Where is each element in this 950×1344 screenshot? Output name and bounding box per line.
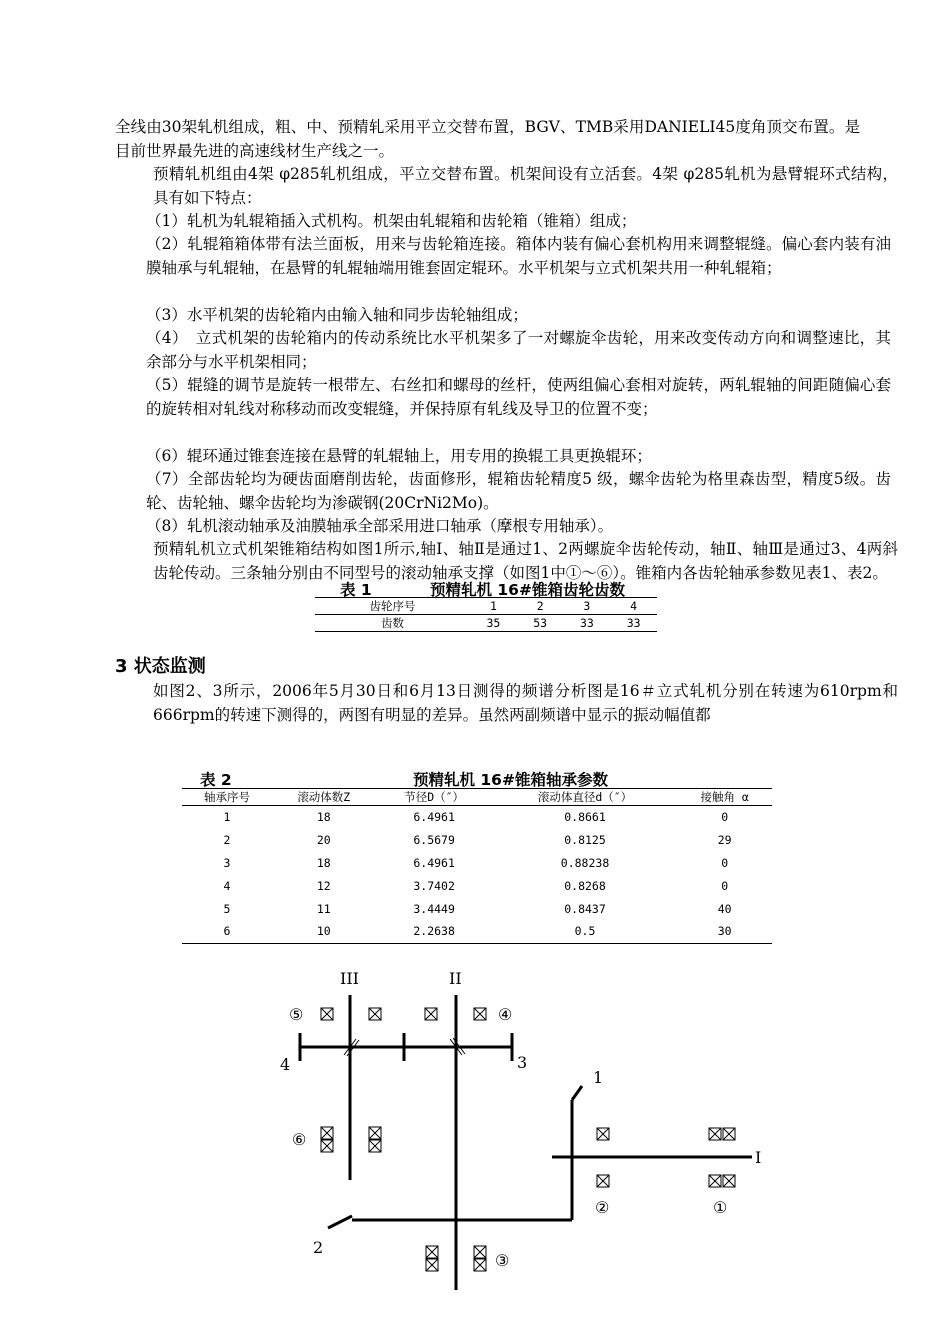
bearing-1-icon (723, 1175, 735, 1187)
paragraph-7: （5）辊缝的调节是旋转一根带左、右丝扣和螺母的丝杆，使两组偏心套相对旋转，两轧辊轴的间距随偏心套的旋转相对轧线对称移动而改变辊缝，并保持原有轧线及导卫的位置不变； (146, 376, 891, 418)
gear-1-bevel (572, 1086, 582, 1100)
table-cell: 11 (316, 901, 331, 916)
bearing-4-right-icon (474, 1008, 486, 1020)
paragraph-10: （8）轧机滚动轴承及油膜轴承全部采用进口轴承（摩根专用轴承）。 (146, 517, 614, 535)
paragraph-4: （2）轧辊箱箱体带有法兰面板，用来与齿轮箱连接。箱体内装有偏心套机构用来调整辊缝。偏心套内装有油膜轴承与轧辊轴，在悬臂的轧辊轴端用锥套固定辊环。水平机架与立式机架共用一种轧辊箱； (146, 235, 891, 277)
paragraph-5: （3）水平机架的齿轮箱内由输入轴和同步齿轮轴组成； (146, 306, 528, 324)
bearing-6-icon (369, 1127, 381, 1139)
table-cell: 40 (717, 901, 732, 916)
shaft-label-i: I (755, 1148, 762, 1167)
bearing-2-icon (597, 1175, 609, 1187)
table-cell: 0 (721, 878, 729, 893)
table-cell: 2 (223, 833, 231, 848)
bearing-label-3: ③ (495, 1251, 510, 1270)
bearing-5-right-icon (369, 1008, 381, 1020)
table-cell: 0.5 (574, 924, 596, 939)
table-cell: 0.8661 (564, 810, 606, 825)
table-cell: 6 (223, 924, 231, 939)
table-cell: 4 (223, 878, 231, 893)
table-cell: 12 (316, 878, 331, 893)
table-cell: 18 (316, 810, 331, 825)
bearing-6-icon (321, 1127, 333, 1139)
bearing-1-icon (709, 1175, 721, 1187)
table-cell: 30 (717, 924, 732, 939)
table-header-cell: 1 (470, 598, 517, 615)
table-cell: 2.2638 (413, 924, 455, 939)
table-cell: 1 (223, 810, 231, 825)
table-cell: 6.4961 (413, 810, 455, 825)
table-header-cell: 2 (517, 598, 564, 615)
bearing-label-1: ① (713, 1198, 728, 1217)
paragraph-9: （7）全部齿轮均为硬齿面磨削齿轮，齿面修形，辊箱齿轮精度5 级，螺伞齿轮为格里森齿型，精度5级。齿轮、齿轮轴、螺伞齿轮均为渗碳钢(20CrNi2Mo)。 (146, 470, 891, 512)
table-header-cell: 接触角 α (677, 789, 772, 806)
bearing-5-left-icon (321, 1008, 333, 1020)
table-header-cell: 齿轮序号 (315, 598, 470, 615)
table-header-cell: 4 (610, 598, 657, 615)
gear-label-3: 3 (517, 1053, 528, 1072)
table-cell: 齿数 (381, 616, 405, 630)
shaft-label-ii: II (449, 969, 462, 988)
table-cell: 35 (486, 616, 501, 630)
gear-label-4: 4 (280, 1055, 291, 1074)
table-cell: 0.88238 (560, 855, 610, 870)
bearing-label-2: ② (595, 1198, 610, 1217)
table-header-cell: 滚动体数Z (272, 789, 376, 806)
bearing-label-4: ④ (498, 1005, 513, 1024)
table-cell: 6.5679 (413, 833, 455, 848)
bearing-3-icon (426, 1259, 438, 1271)
table-cell: 20 (316, 833, 331, 848)
table-header-cell: 3 (564, 598, 611, 615)
bearing-4-left-icon (425, 1008, 437, 1020)
table2-title: 预精轧机 16#锥箱轴承参数 (413, 771, 608, 789)
table-cell: 0 (721, 855, 729, 870)
table-cell: 0.8125 (564, 833, 606, 848)
paragraph-12: 如图2、3所示，2006年5月30日和6月13日测得的频谱分析图是16＃立式轧机分别在转速为610rpm和666rpm的转速下测得的，两图有明显的差异。虽然两副频谱中显示的振动幅值都 (153, 682, 898, 724)
bearing-6-icon (321, 1140, 333, 1152)
table-cell: 3 (223, 855, 231, 870)
table-cell: 5 (223, 901, 231, 916)
table-cell: 0.8437 (564, 901, 606, 916)
paragraph-3: （1）轧机为轧辊箱插入式机构。机架由轧辊箱和齿轮箱（锥箱）组成； (146, 212, 637, 230)
bearing-2-icon (597, 1128, 609, 1140)
bearing-6-icon (369, 1140, 381, 1152)
table-cell: 33 (626, 616, 641, 630)
table-cell: 0 (721, 810, 729, 825)
bearing-3-icon (426, 1246, 438, 1258)
paragraph-8: （6）辊环通过锥套连接在悬臂的轧辊轴上，用专用的换辊工具更换辊环； (146, 447, 652, 465)
table1-label: 表 1 (340, 581, 372, 599)
table-cell: 0.8268 (564, 878, 606, 893)
table-cell: 3.4449 (413, 901, 455, 916)
gear-2-bevel (328, 1216, 352, 1228)
table-cell: 10 (316, 924, 331, 939)
bearing-3-icon (474, 1246, 486, 1258)
paragraph-1: 全线由30架轧机组成，粗、中、预精轧采用平立交替布置，BGV、TMB采用DANIELI45度角顶交布置。是目前世界最先进的高速线材生产线之一。 (115, 118, 860, 160)
table2-label: 表 2 (200, 771, 232, 789)
paragraph-6: （4） 立式机架的齿轮箱内的传动系统比水平机架多了一对螺旋伞齿轮，用来改变传动方向和调整速比，其余部分与水平机架相同； (146, 329, 891, 371)
bearing-label-6: ⑥ (292, 1130, 307, 1149)
table-cell: 29 (717, 833, 732, 848)
paragraph-2: 预精轧机组由4架 φ285轧机组成，平立交替布置。机架间设有立活套。4架 φ285轧机为悬臂辊环式结构，具有如下特点： (153, 165, 898, 207)
table-header-cell: 滚动体直径d（″） (493, 789, 678, 806)
table-header-cell: 轴承序号 (182, 789, 272, 806)
section-heading: 3 状态监测 (115, 656, 206, 677)
table-cell: 33 (579, 616, 594, 630)
bearing-label-5: ⑤ (289, 1005, 304, 1024)
gear-label-2: 2 (313, 1238, 324, 1257)
table1-title: 预精轧机 16#锥箱齿轮齿数 (430, 581, 625, 599)
table-cell: 6.4961 (413, 855, 455, 870)
bearing-1-icon (709, 1128, 721, 1140)
table-cell: 18 (316, 855, 331, 870)
paragraph-11: 预精轧机立式机架锥箱结构如图1所示,轴Ⅰ、轴Ⅱ是通过1、2两螺旋伞齿轮传动，轴Ⅱ、轴Ⅲ是通过3、4两斜齿轮传动。三条轴分别由不同型号的滚动轴承支撑（如图1中①～⑥）。锥箱内各齿轮轴承参数见表1、表2。 (153, 540, 898, 582)
table-cell: 53 (533, 616, 548, 630)
bearing-3-icon (474, 1259, 486, 1271)
gear-label-1: 1 (593, 1068, 604, 1087)
table-header-cell: 节径D（″） (376, 789, 493, 806)
shaft-label-iii: III (340, 969, 359, 988)
table-cell: 3.7402 (413, 878, 455, 893)
bearing-1-icon (723, 1128, 735, 1140)
